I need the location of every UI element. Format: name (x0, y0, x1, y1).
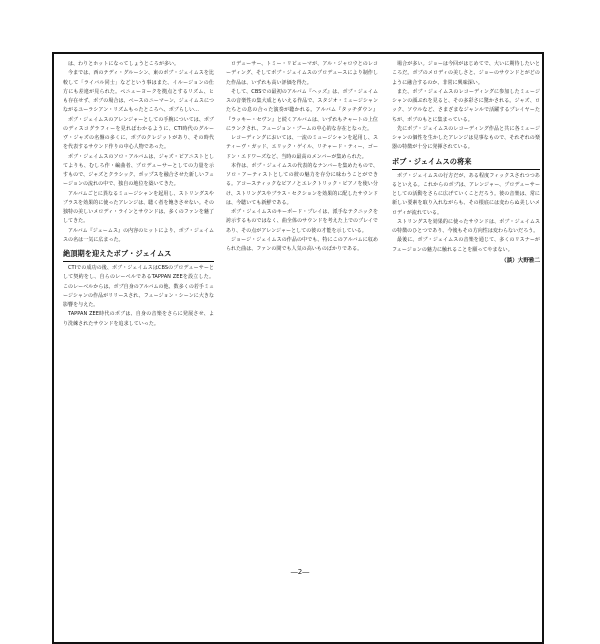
paragraph: アルバムごとに異なるミュージシャンを起用し、ストリングスやブラスを効果的に使ったアレンジは、聴く者を飽きさせない。その独特の美しいメロディ・ラインとサウンドは、多くのファンを魅了してきた。 (63, 190, 214, 225)
paragraph: アルバム『ジェームス』の内容のヒットにより、ボブ・ジェイムスの名は一気に広まった。 (63, 227, 214, 243)
author-signature: （談）大野雅二 (501, 257, 540, 264)
page-number: ―2― (290, 568, 310, 576)
section-heading: 絶頂期を迎えたボブ・ジェイムス (63, 248, 214, 262)
paragraph: 本作は、ボブ・ジェイムスの代表的なナンバーを集めたもので、ソロ・アーティストとしての彼の魅力を存分に味わうことができる。アコースティックなピアノとエレクトリック・ピアノを使い分け、ストリングスやブラス・セクションを効果的に配したサウンドは、今聴いても新鮮である。 (226, 162, 378, 206)
text-column-right (392, 60, 540, 572)
paragraph: 場合が多い。ジョーは今回がはじめてで、大いに期待したいところだ。ボブのメロディの美しさと、ジョーのサウンドとがどのように融合するのか、非常に興味深い。 (392, 61, 540, 86)
paragraph: 先にボブ・ジェイムスのレコーディング作品と共に各ミュージシャンの個性を生かしたアレンジは見事なもので、それぞれの楽器の特徴が十分に発揮されている。 (392, 125, 540, 151)
section-heading: ボブ・ジェイムスの将来 (392, 156, 540, 170)
paragraph: また、ボブ・ジェイムスのレコーディングに参加したミュージシャンの顔ぶれを見ると、その多彩さに驚かされる。ジャズ、ロック、ソウルなど、さまざまなジャンルで活躍するプレイヤーたちが、ボブのもとに集まっている。 (392, 88, 540, 123)
paragraph: 最後に、ボブ・ジェイムスの音楽を通じて、多くのリスナーがフュージョンの魅力に触れることを願ってやまない。 (392, 237, 540, 253)
paragraph: ボブ・ジェイムスのソロ・アルバムは、ジャズ・ピアニストとしてよりも、むしろ作・編曲者、プロデューサーとしての力量を示すもので、ジャズとクラシック、ポップスを融合させた新しいフュージョンの流れの中で、独自の地位を築いてきた。 (63, 153, 214, 188)
paragraph: ボブ・ジェイムスのアレンジャーとしての手腕については、ボブのディスコグラフィーを見ればわかるように、CTI時代のグルーヴ・ジャズの名盤の多くに、ボブのクレジットがあり、その時代を代表するサウンド作りの中心人物であった。 (63, 116, 214, 151)
paragraph: CTIでの成功の後、ボブ・ジェイムスはCBSのプロデューサーとして契約をし、自らのレーベルであるTAPPAN ZEEを設立した。このレーベルからは、ボブ自身のアルバムの他、数多くの若手ミュージシャンの作品がリリースされ、フュージョン・シーンに大きな影響を与えた。 (63, 265, 214, 308)
paragraph: ボブ・ジェイムスのキーボード・プレイは、派手なテクニックを誇示するものではなく、曲全体のサウンドを考えた上でのプレイであり、その点がアレンジャーとしての彼の才能を示している。 (226, 209, 378, 234)
paragraph: レコーディングにおいては、一流のミュージシャンを起用し、スティーヴ・ガッド、エリック・ゲイル、リチャード・ティー、ゴードン・エドワーズなど、当時の最高のメンバーが集められた。 (226, 135, 378, 160)
text-column-middle (226, 60, 378, 572)
text-column-left (63, 60, 214, 572)
paragraph: ボブ・ジェイムスの行方だが、ある程度フィックスされつつあるといえる。これからのボブは、アレンジャー、プロデューサーとしての活動をさらに広げていくことだろう。彼の音楽は、常に新しい要素を取り入れながらも、その根底には変わらぬ美しいメロディが流れている。 (392, 172, 540, 216)
paragraph: ストリングスを効果的に使ったサウンドは、ボブ・ジェイムスの特徴のひとつであり、今後もその方向性は変わらないだろう。 (392, 218, 540, 234)
paragraph: TAPPAN ZEE時代のボブは、自身の音楽をさらに発展させ、より洗練されたサウンドを追求していった。 (63, 311, 214, 327)
paragraph: ロデューサー、トミー・リピューマが、アル・ジャロウとのレコーディング、そしてボブ・ジェイムスのプロデュースにより制作した作品は、いずれも高い評価を得た。 (226, 61, 378, 86)
paragraph: は、わりとホットになってしょうところが多い。 (68, 61, 180, 67)
paragraph: そして、CBSでの最初のアルバム『ヘッズ』は、ボブ・ジェイムスの音楽性の集大成ともいえる作品で、スタジオ・ミュージシャンたちとの息の合った演奏が聴かれる。アルバム『タッチダウン』『ラッキー・セヴン』と続くアルバムは、いずれもチャートの上位にランクされ、フュージョン・ブームの中心的な存在となった。 (226, 88, 378, 132)
paragraph: 今までは、西のテディ・グルーシン、東のボブ・ジェイムスを比較して「ライバル同士」などという事はまた、イルージョンの仕方にも差違が見られた。ぺニューヨークを拠点とするリズム、ヒも存在せず、ボブの場合は、ベースのニーマーン、ジェイムスにつながるユーラシアン・リズムもったところへ、ボブらしい… (63, 70, 214, 114)
paragraph: ジョージ・ジェイムスの作品の中でも、特にこのアルバムに収められた曲は、ファンの間でも人気の高いものばかりである。 (226, 236, 378, 252)
